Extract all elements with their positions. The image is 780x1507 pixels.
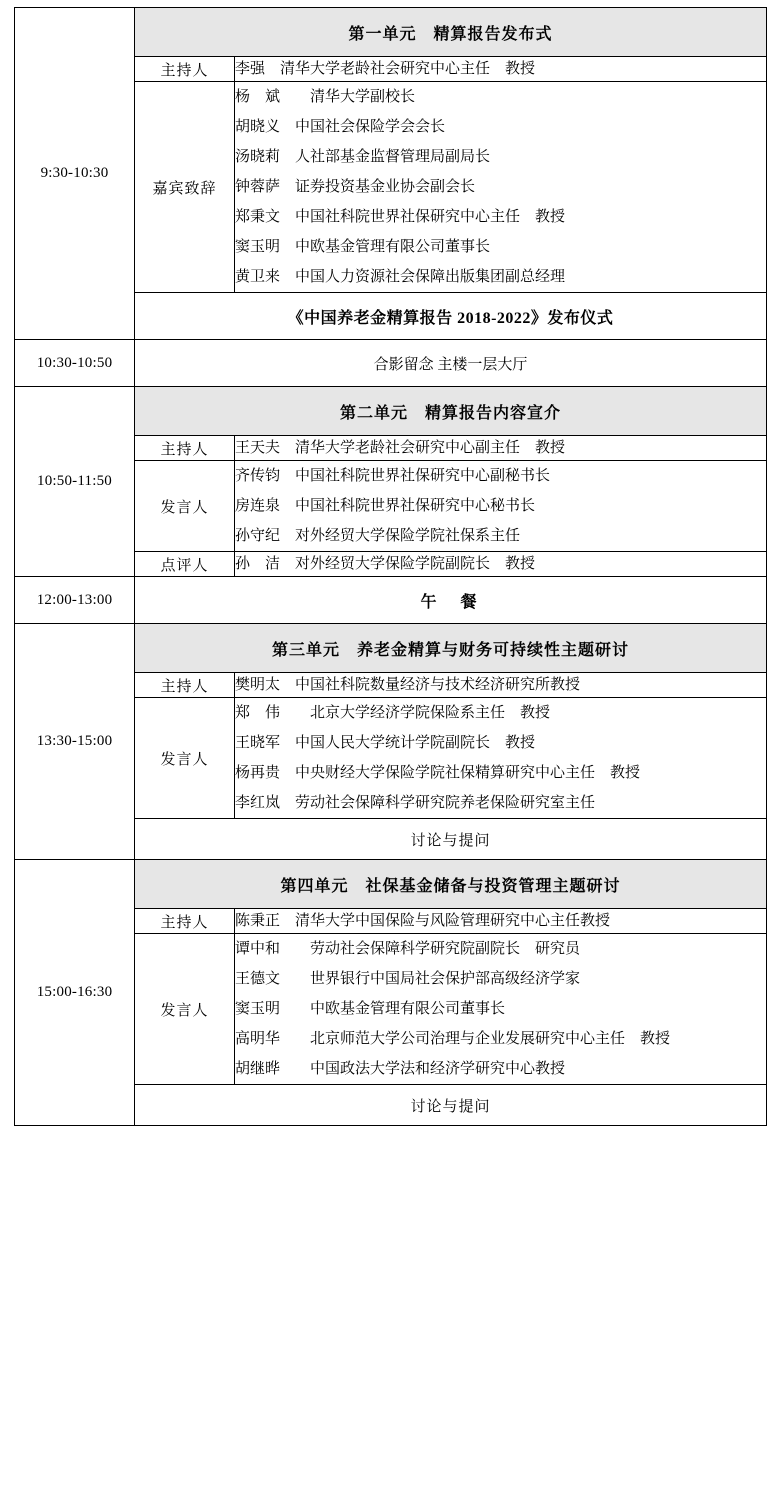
- role-host: 主持人: [135, 909, 235, 934]
- speaker-list: [235, 461, 767, 552]
- unit-title: 第四单元 社保基金储备与投资管理主题研讨: [135, 860, 767, 909]
- list-item: 窦玉明 中欧基金管理有限公司董事长: [235, 239, 491, 255]
- speaker-list: [235, 698, 767, 819]
- list-item: 胡晓义 中国社会保险学会会长: [235, 119, 446, 135]
- role-speaker: 发言人: [135, 934, 235, 1085]
- unit-title: 第二单元 精算报告内容宣介: [135, 387, 767, 436]
- discussion-row: 讨论与提问: [135, 819, 767, 860]
- report-release-title: 《中国养老金精算报告 2018-2022》发布仪式: [135, 293, 767, 340]
- host-name: 陈秉正 清华大学中国保险与风险管理研究中心主任教授: [235, 909, 767, 934]
- role-commentator: 点评人: [135, 552, 235, 577]
- role-guest-speech: 嘉宾致辞: [135, 82, 235, 293]
- list-item: 王晓军 中国人民大学统计学院副院长 教授: [235, 735, 536, 751]
- session-time: 12:00-13:00: [15, 577, 135, 624]
- table-row: [15, 387, 767, 436]
- table-row: [15, 8, 767, 57]
- host-name: 李强 清华大学老龄社会研究中心主任 教授: [235, 57, 767, 82]
- list-item: 高明华 北京师范大学公司治理与企业发展研究中心主任 教授: [235, 1031, 671, 1047]
- agenda-page: [0, 7, 780, 1507]
- discussion-row: 讨论与提问: [135, 1085, 767, 1126]
- session-time: 15:00-16:30: [15, 860, 135, 1126]
- role-host: 主持人: [135, 673, 235, 698]
- host-name: 王天夫 清华大学老龄社会研究中心副主任 教授: [235, 436, 767, 461]
- lunch-session: 午 餐: [135, 577, 767, 624]
- table-row: [15, 624, 767, 673]
- guest-list: [235, 82, 767, 293]
- list-item: 杨 斌 清华大学副校长: [235, 89, 416, 105]
- list-item: 谭中和 劳动社会保障科学研究院副院长 研究员: [235, 941, 581, 957]
- session-time: 13:30-15:00: [15, 624, 135, 860]
- role-speaker: 发言人: [135, 461, 235, 552]
- table-row: [15, 577, 767, 624]
- table-row: [15, 860, 767, 909]
- list-item: 孙守纪 对外经贸大学保险学院社保系主任: [235, 528, 521, 544]
- list-item: 房连泉 中国社科院世界社保研究中心秘书长: [235, 498, 536, 514]
- list-item: 郑秉文 中国社科院世界社保研究中心主任 教授: [235, 209, 566, 225]
- role-host: 主持人: [135, 436, 235, 461]
- list-item: 钟蓉萨 证券投资基金业协会副会长: [235, 179, 476, 195]
- list-item: 胡继晔 中国政法大学法和经济学研究中心教授: [235, 1061, 566, 1077]
- session-time: 9:30-10:30: [15, 8, 135, 340]
- role-host: 主持人: [135, 57, 235, 82]
- commentator-name: 孙 洁 对外经贸大学保险学院副院长 教授: [235, 552, 767, 577]
- speaker-list: [235, 934, 767, 1085]
- role-speaker: 发言人: [135, 698, 235, 819]
- list-item: 王德文 世界银行中国局社会保护部高级经济学家: [235, 971, 581, 987]
- list-item: 黄卫来 中国人力资源社会保障出版集团副总经理: [235, 269, 566, 285]
- session-time: 10:30-10:50: [15, 340, 135, 387]
- list-item: 汤晓莉 人社部基金监督管理局副局长: [235, 149, 491, 165]
- list-item: 窦玉明 中欧基金管理有限公司董事长: [235, 1001, 506, 1017]
- host-name: 樊明太 中国社科院数量经济与技术经济研究所教授: [235, 673, 767, 698]
- list-item: 齐传钧 中国社科院世界社保研究中心副秘书长: [235, 468, 551, 484]
- agenda-table: [14, 7, 767, 1126]
- unit-title: 第一单元 精算报告发布式: [135, 8, 767, 57]
- session-time: 10:50-11:50: [15, 387, 135, 577]
- list-item: 杨再贵 中央财经大学保险学院社保精算研究中心主任 教授: [235, 765, 641, 781]
- list-item: 郑 伟 北京大学经济学院保险系主任 教授: [235, 705, 551, 721]
- unit-title: 第三单元 养老金精算与财务可持续性主题研讨: [135, 624, 767, 673]
- list-item: 李红岚 劳动社会保障科学研究院养老保险研究室主任: [235, 795, 596, 811]
- photo-session: 合影留念 主楼一层大厅: [135, 340, 767, 387]
- table-row: [15, 340, 767, 387]
